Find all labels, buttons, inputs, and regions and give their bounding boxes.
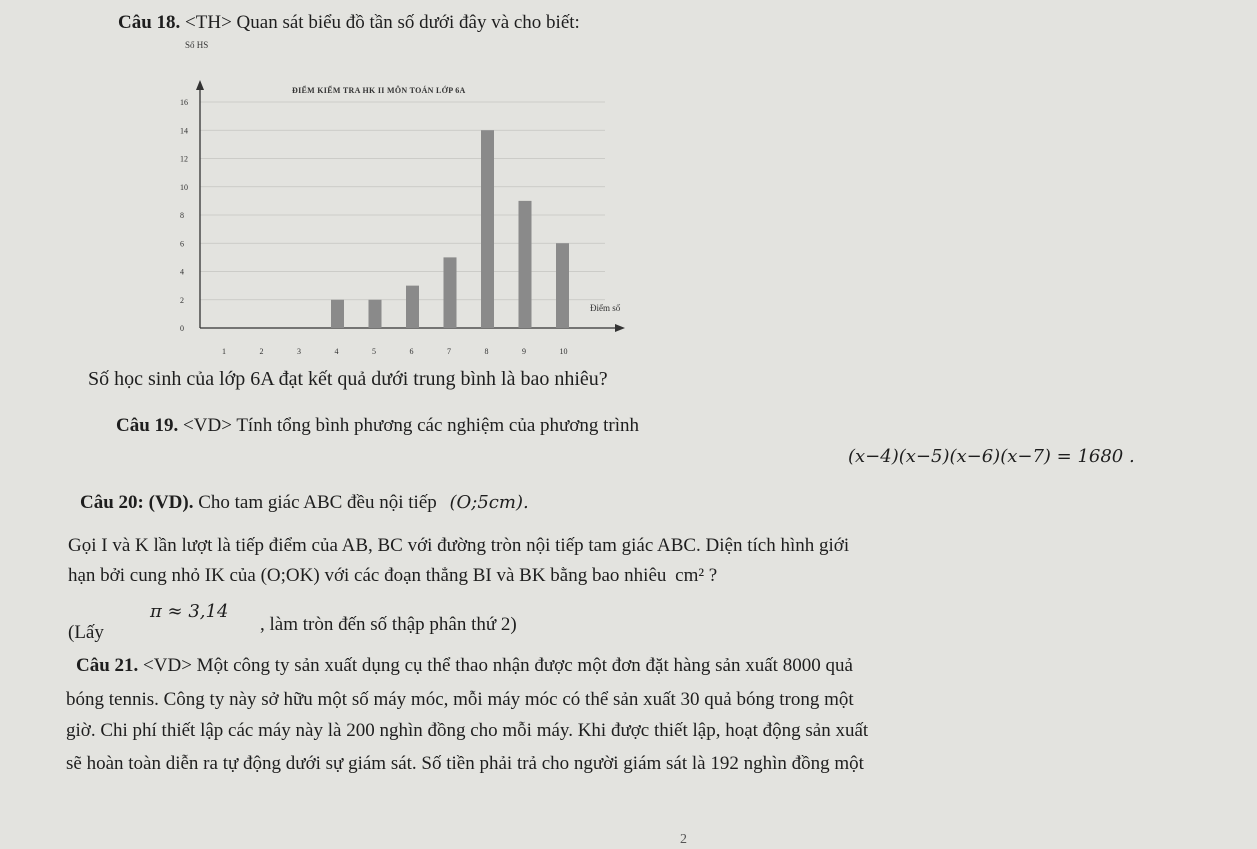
- x-tick-label: 2: [259, 347, 264, 356]
- bar-score-6: [406, 286, 419, 328]
- q18-question: Số học sinh của lớp 6A đạt kết quả dưới trung bình là bao nhiêu?: [88, 368, 608, 390]
- bar-score-7: [444, 257, 457, 328]
- y-tick-label: 14: [180, 126, 188, 136]
- y-tick-label: 16: [180, 98, 188, 107]
- y-tick-label: 8: [180, 211, 184, 220]
- q18-heading: [118, 12, 580, 34]
- q20-line3: [68, 565, 717, 587]
- x-tick-label: 1: [222, 347, 226, 356]
- q20-round: , làm tròn đến số thập phân thứ 2): [260, 614, 517, 635]
- y-tick-label: 6: [180, 239, 184, 249]
- x-tick-label: 3: [297, 347, 301, 356]
- q18-number: Câu 18.: [118, 12, 181, 33]
- x-axis-arrow: [615, 324, 625, 332]
- chart-title: ĐIỂM KIỂM TRA HK II MÔN TOÁN LỚP 6A: [292, 86, 466, 95]
- x-axis-label: Điểm số: [590, 303, 621, 313]
- x-tick-label: 9: [522, 347, 526, 356]
- y-tick-labels: [180, 98, 188, 333]
- x-tick-label: 8: [484, 347, 489, 356]
- x-tick-labels: [222, 347, 568, 356]
- q20-take: (Lấy: [68, 622, 104, 643]
- q20-unit: cm² ?: [675, 565, 718, 586]
- y-tick-label: 12: [180, 154, 188, 164]
- q19-text: <VD> Tính tổng bình phương các nghiệm của phương trình: [178, 415, 640, 436]
- y-tick-label: 2: [180, 295, 184, 305]
- bar-score-8: [481, 130, 494, 328]
- q21-line1-text: <VD> Một công ty sản xuất dụng cụ thể thao nhận được một đơn đặt hàng sản xuất 8000 quả: [138, 655, 853, 676]
- q20-number: Câu 20: (VD).: [80, 492, 194, 513]
- q19-equation: (x−4)(x−5)(x−6)(x−7) = 1680 .: [848, 446, 1135, 467]
- bar-score-4: [331, 300, 344, 328]
- chart-grid: [200, 102, 605, 300]
- q20-text: Cho tam giác ABC đều nội tiếp: [193, 492, 437, 513]
- x-tick-label: 6: [409, 347, 414, 356]
- q21-number: Câu 21.: [76, 655, 139, 676]
- x-tick-label: 5: [372, 347, 376, 356]
- page-number: 2: [680, 832, 687, 847]
- y-axis-label: Số HS: [185, 40, 209, 50]
- q20-pi: π ≈ 3,14: [150, 601, 229, 622]
- y-tick-label: 4: [180, 267, 184, 277]
- x-tick-label: 4: [334, 347, 339, 356]
- q20-line1: [80, 492, 529, 514]
- chart-bars: [331, 130, 569, 328]
- bar-score-5: [369, 300, 382, 328]
- bar-score-9: [519, 201, 532, 328]
- q21-line2: bóng tennis. Công ty này sở hữu một số máy móc, mỗi máy móc có thể sản xuất 30 quả bóng trong một: [66, 689, 854, 710]
- x-tick-label: 10: [559, 347, 568, 356]
- q21-line3: giờ. Chi phí thiết lập các máy này là 200 nghìn đồng cho mỗi máy. Khi được thiết lập, hoạt động sản xuất: [66, 720, 869, 741]
- q21-line1: [76, 655, 853, 677]
- bar-score-10: [556, 243, 569, 328]
- q18-text: <TH> Quan sát biểu đồ tần số dưới đây và cho biết:: [180, 12, 580, 33]
- q20-line3-text: hạn bởi cung nhỏ IK của (O;OK) với các đoạn thẳng BI và BK bằng bao nhiêu: [68, 565, 667, 586]
- frequency-bar-chart: [150, 40, 670, 365]
- q20-circle: (O;5cm).: [449, 492, 529, 513]
- x-tick-label: 7: [447, 347, 451, 356]
- q21-line4: sẽ hoàn toàn diễn ra tự động dưới sự giám sát. Số tiền phải trả cho người giám sát là 192 nghìn đồng một: [66, 753, 864, 774]
- q20-line2: Gọi I và K lần lượt là tiếp điểm của AB, BC với đường tròn nội tiếp tam giác ABC. Diện tích hình giới: [68, 535, 850, 556]
- y-tick-label: 10: [180, 182, 188, 192]
- y-tick-label: 0: [180, 324, 184, 333]
- q19-number: Câu 19.: [116, 415, 179, 436]
- y-axis-arrow: [196, 80, 204, 90]
- q19-line: [116, 415, 639, 437]
